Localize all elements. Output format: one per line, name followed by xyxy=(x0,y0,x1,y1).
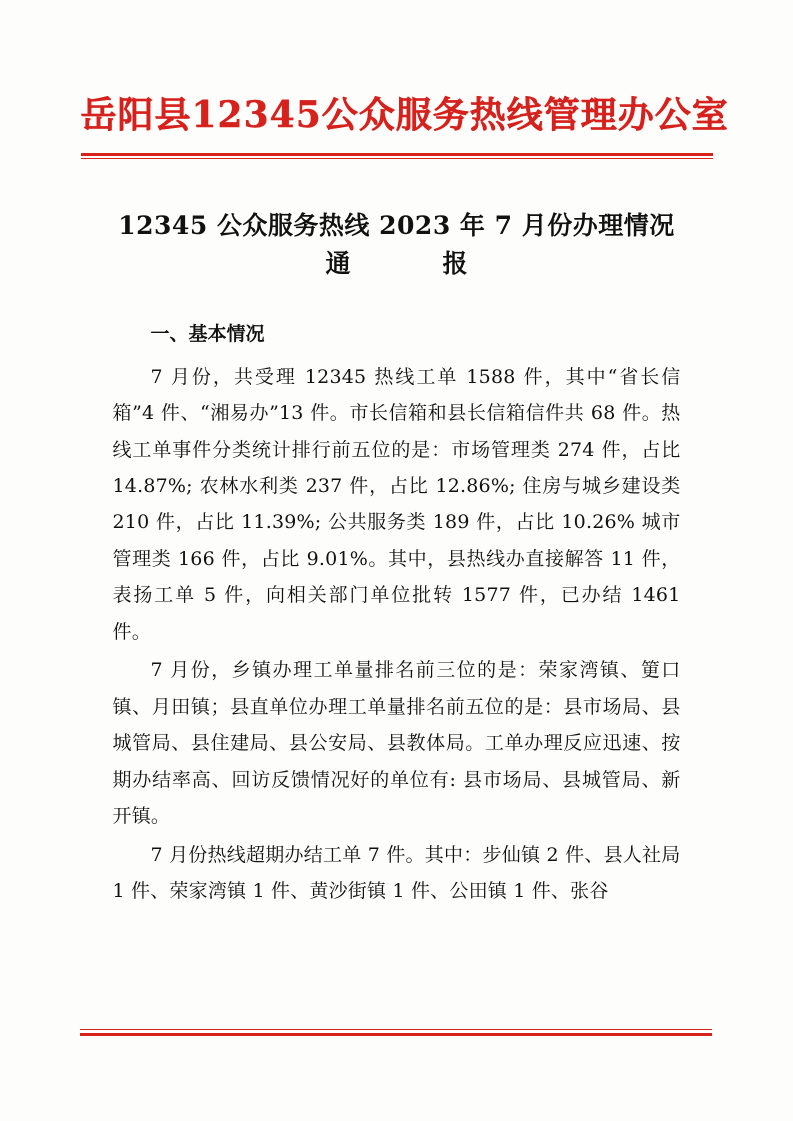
masthead-rule-thin xyxy=(81,158,713,159)
masthead-rule-thick xyxy=(81,153,713,156)
page-title-line-2: 通 报 xyxy=(325,249,482,279)
paragraph: 7 月份，乡镇办理工单量排名前三位的是：荣家湾镇、筻口镇、月田镇；县直单位办理工单量排名前五位的是：县市场局、县城管局、县住建局、县公安局、县教体局。工单办理反应迅速、按期办结率高、回访反馈情况好的单位有: 县市场局、县城管局、新开镇。 xyxy=(112,659,681,828)
masthead-divider xyxy=(81,153,713,159)
paragraph: 7 月份，共受理 12345 热线工单 1588 件，其中“省长信箱”4 件、“湘易办”13 件。市长信箱和县长信箱信件共 68 件。热线工单事件分类统计排行前五位的是：市场管理类 274 件，占比 14.87%; 农林水利类 237 件，占比 12.86%; 住房与城乡建设类 210 件，占比 11.39%; 公共服务类 189 件，占比 10.26% 城市管理类 166 件，占比 9.01%。其中，县热线办直接解答 11 件，表扬工单 5 件，向相关部门单位批转 1577 件，已办结 1461 件。 xyxy=(112,365,681,643)
page-title xyxy=(112,207,682,285)
masthead xyxy=(80,0,729,159)
footer-rule-thick xyxy=(80,1033,712,1036)
page-title-line-1: 12345 公众服务热线 2023 年 7 月份办理情况 xyxy=(118,210,675,240)
paragraph: 7 月份热线超期办结工单 7 件。其中：步仙镇 2 件、县人社局 1 件、荣家湾镇 1 件、黄沙街镇 1 件、公田镇 1 件、张谷 xyxy=(112,843,681,903)
footer-rule-thin xyxy=(80,1029,712,1030)
masthead-title: 岳阳县12345公众服务热线管理办公室 xyxy=(80,94,729,136)
document-body xyxy=(113,320,681,910)
footer-divider xyxy=(80,1029,712,1036)
section-heading: 一、基本情况 xyxy=(150,323,265,346)
